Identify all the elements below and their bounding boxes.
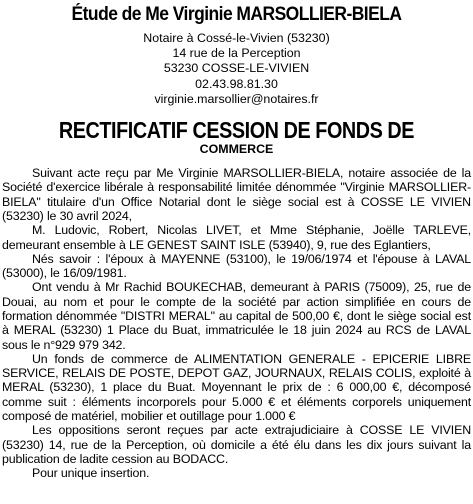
- notary-address-block: [2, 31, 471, 107]
- notary-location: Notaire à Cossé-le-Vivien (53230): [143, 31, 330, 45]
- notice-paragraph: Pour unique insertion.: [32, 466, 150, 481]
- office-title: Étude de Me Virginie MARSOLLIER-BIELA: [71, 4, 402, 25]
- notary-city: 53230 COSSE-LE-VIVIEN: [163, 61, 310, 76]
- notary-phone: 02.43.98.81.30: [195, 76, 278, 91]
- notice-paragraph: Les oppositions seront reçues par acte extrajudiciaire à COSSE LE VIVIEN (53230) 14, rue de la Perception, où domicile a été élu dans les dix jours suivant la publication de ladite cession au BODACC.: [2, 423, 471, 466]
- notice-title: RECTIFICATIF CESSION DE FONDS DE: [58, 117, 415, 144]
- notary-street: 14 rue de la Perception: [172, 46, 301, 61]
- notice-paragraph: Ont vendu à Mr Rachid BOUKECHAB, demeurant à PARIS (75009), 25, rue de Douai, au nom et pour le compte de la société par action simplifiée en cours de formation dénommée "DISTRI MERAL" au capital de 500,00 €, dont le siège social est à MERAL (53230) 1 Place du Buat, immatriculée le 18 juin 2024 au RCS de LAVAL sous le n°929 979 342.: [2, 280, 471, 352]
- notice-body: [2, 166, 471, 481]
- notice-paragraph: Un fonds de commerce de ALIMENTATION GENERALE - EPICERIE LIBRE SERVICE, RELAIS DE POSTE, DEPOT GAZ, JOURNAUX, RELAIS COLIS, exploité à MERAL (53230), 1 place du Buat. Moyennant le prix de : 6 000,00 €, décomposé comme suit : éléments incorporels pour 5.000 € et éléments corporels uniquement composé de matériel, mobilier et outillage pour 1.000 €: [2, 351, 471, 424]
- notice-paragraph: Nés savoir : l'époux à MAYENNE (53100), le 19/06/1974 et l'épouse à LAVAL (53000), le 16/09/1981.: [2, 251, 471, 281]
- notary-email: virginie.marsollier@notaires.fr: [154, 91, 319, 106]
- notice-paragraph: M. Ludovic, Robert, Nicolas LIVET, et Mme Stéphanie, Joëlle TARLEVE, demeurant ensemble à LE GENEST SAINT ISLE (53940), 9, rue des Eglantiers,: [2, 223, 471, 252]
- notice-paragraph: Suivant acte reçu par Me Virginie MARSOLLIER-BIELA, notaire associée de la Société d'exercice libérale à responsabilité limitée dénommée "Virginie MARSOLLIER-BIELA" titulaire d'un Office Notarial dont le siège social est à COSSE LE VIVIEN (53230) le 30 avril 2024,: [2, 166, 471, 223]
- notice-subtitle: COMMERCE: [199, 142, 274, 157]
